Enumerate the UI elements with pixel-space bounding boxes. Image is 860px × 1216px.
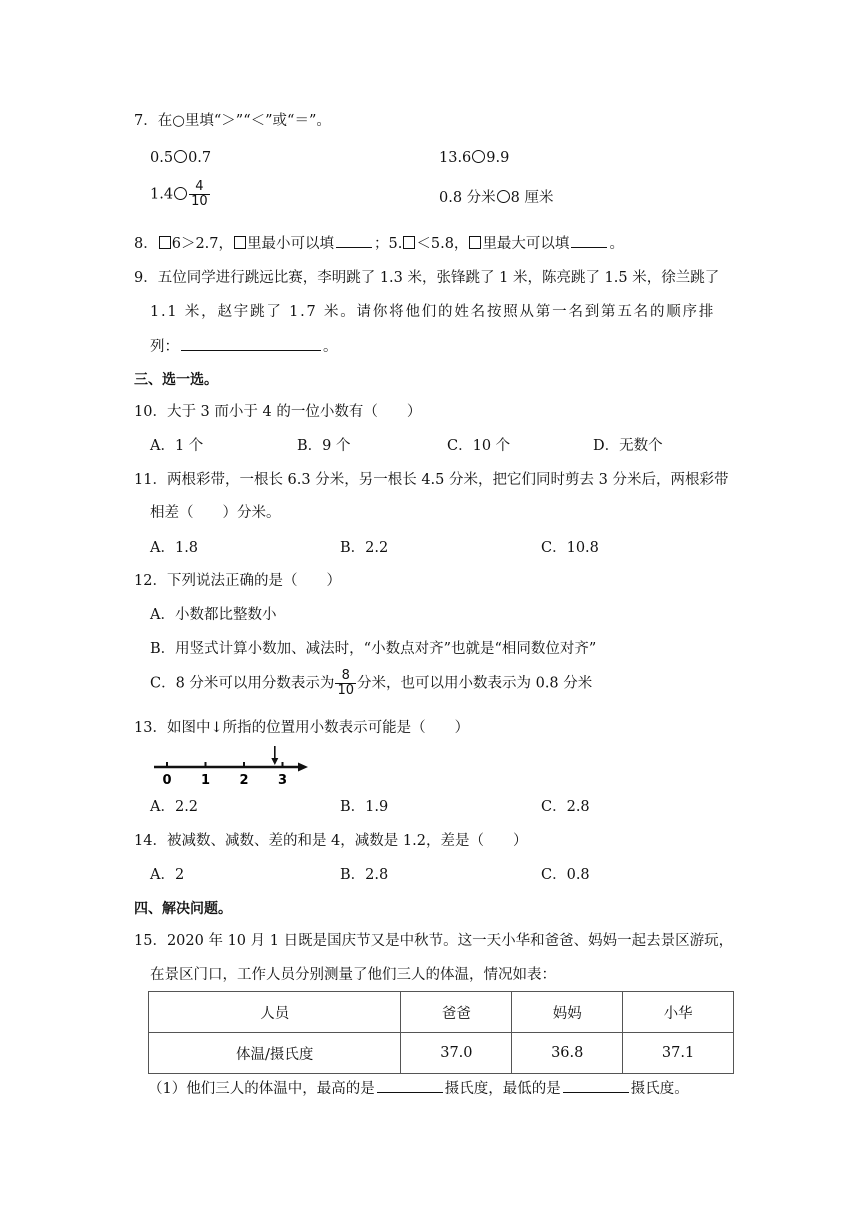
- q14-option-c[interactable]: C．0.8: [541, 867, 590, 883]
- q8-part1: 6＞2.7，: [171, 236, 234, 252]
- q12-option-b[interactable]: B．用竖式计算小数加、减法时，“小数点对齐”也就是“相同数位对齐”: [150, 641, 597, 657]
- q15-sub1-b: 摄氏度，最低的是: [444, 1081, 561, 1097]
- q10-option-b[interactable]: B．9 个: [297, 438, 351, 454]
- compare-circle-icon[interactable]: [497, 190, 510, 203]
- table-row: [149, 1033, 734, 1074]
- q9-line2: 1.1 米，赵宇跳了 1.7 米。请你将他们的姓名按照从第一名到第五名的顺序排: [150, 304, 716, 320]
- q7-a-left: 0.5: [150, 150, 174, 166]
- q15-sub1-a: （1）他们三人的体温中，最高的是: [148, 1081, 375, 1097]
- q15-sub1-c: 摄氏度。: [630, 1081, 689, 1097]
- q7-c-fraction: [189, 180, 210, 209]
- q7-b-right: 9.9: [486, 150, 510, 166]
- q7-item-c: [150, 180, 211, 209]
- q10-option-d[interactable]: D．无数个: [593, 438, 663, 454]
- compare-circle-icon[interactable]: [174, 150, 187, 163]
- q8-part6: 。: [609, 236, 624, 252]
- q14-option-b[interactable]: B．2.8: [340, 867, 389, 883]
- axis-tick-label: 3: [277, 773, 288, 788]
- table-header-cell: 爸爸: [401, 992, 512, 1033]
- q13-stem: 13．如图中↓所指的位置用小数表示可能是（ ）: [134, 720, 470, 736]
- digit-box-icon: [403, 236, 415, 249]
- q11-line2: 相差（ ）分米。: [150, 505, 281, 521]
- table-cell: 37.1: [623, 1033, 734, 1074]
- compare-circle-icon[interactable]: [472, 150, 485, 163]
- compare-circle-icon[interactable]: [174, 187, 187, 200]
- q15-line2: 在景区门口，工作人员分别测量了他们三人的体温，情况如表：: [150, 967, 556, 983]
- answer-blank[interactable]: [181, 336, 321, 351]
- q11-option-c[interactable]: C．10.8: [541, 540, 599, 556]
- table-cell: 体温/摄氏度: [149, 1033, 401, 1074]
- q14-stem: 14．被减数、减数、差的和是 4，减数是 1.2，差是（ ）: [134, 833, 528, 849]
- q7-d-right: 8 厘米: [510, 190, 554, 206]
- q13-option-b[interactable]: B．1.9: [340, 799, 389, 815]
- axis-arrowhead-icon: [298, 763, 308, 772]
- fraction-numerator: 8: [341, 668, 350, 683]
- q13-option-c[interactable]: C．2.8: [541, 799, 590, 815]
- q12-option-c-text-b: 分米，也可以用小数表示为 0.8 分米: [356, 675, 593, 692]
- fraction-denominator: 10: [191, 194, 208, 209]
- q8-part5: 里最大可以填: [482, 236, 570, 252]
- q11-line1: 11．两根彩带，一根长 6.3 分米，另一根长 4.5 分米，把它们同时剪去 3 分米后，两根彩带: [134, 472, 729, 488]
- q7-d-left: 0.8 分米: [439, 190, 496, 206]
- section-heading-4: 四、解决问题。: [134, 901, 232, 917]
- q8-part3: ；5.: [374, 236, 403, 252]
- q8-part2: 里最小可以填: [247, 236, 335, 252]
- answer-blank[interactable]: [336, 233, 372, 248]
- q12-option-a[interactable]: A．小数都比整数小: [150, 607, 277, 623]
- answer-blank[interactable]: [563, 1078, 629, 1093]
- table-cell: 36.8: [512, 1033, 623, 1074]
- q7-item-a: [150, 148, 211, 168]
- q10-stem: 10．大于 3 而小于 4 的一位小数有（ ）: [134, 404, 422, 420]
- q7-a-right: 0.7: [188, 150, 212, 166]
- q7-item-b: [439, 148, 509, 168]
- q9-line3-b: 。: [323, 339, 338, 355]
- fraction-denominator: 10: [337, 683, 354, 698]
- table-header-cell: 小华: [623, 992, 734, 1033]
- temperature-table: [148, 991, 734, 1074]
- axis-tick-label: 2: [239, 773, 249, 788]
- q10-option-a[interactable]: A．1 个: [150, 438, 204, 454]
- answer-blank[interactable]: [377, 1078, 443, 1093]
- table-header-cell: 妈妈: [512, 992, 623, 1033]
- number-line: [150, 744, 315, 790]
- q15-line1: 15．2020 年 10 月 1 日既是国庆节又是中秋节。这一天小华和爸爸、妈妈一起去景区游玩，: [134, 933, 734, 949]
- q12-fraction: [335, 669, 356, 698]
- q8-part4: ＜5.8，: [416, 236, 469, 252]
- q9-line3-a: 列：: [150, 339, 179, 355]
- fraction-numerator: 4: [195, 179, 204, 194]
- q9-line1: 9．五位同学进行跳远比赛，李明跳了 1.3 米，张锋跳了 1 米，陈亮跳了 1.5 米，徐兰跳了: [134, 270, 720, 286]
- q14-option-a[interactable]: A．2: [150, 867, 185, 883]
- q7-b-left: 13.6: [439, 150, 472, 166]
- axis-tick-label: 1: [200, 773, 211, 788]
- digit-box-icon: [234, 236, 246, 249]
- q11-option-a[interactable]: A．1.8: [150, 540, 199, 556]
- digit-box-icon: [469, 236, 481, 249]
- digit-box-icon: [159, 236, 171, 249]
- q7-c-left: 1.4: [150, 186, 174, 203]
- q12-option-c-text-a: C．8 分米可以用分数表示为: [150, 675, 335, 692]
- q8-line: 8． 6＞2.7， 里最小可以填 ；5. ＜5.8， 里最大可以填 。: [134, 233, 624, 254]
- table-cell: 37.0: [401, 1033, 512, 1074]
- q13-option-a[interactable]: A．2.2: [150, 799, 199, 815]
- q7-stem: 7．在○里填“＞”“＜”或“＝”。: [134, 113, 331, 129]
- q9-line3: [150, 336, 338, 357]
- q7-item-d: [439, 188, 554, 208]
- q15-sub1: [148, 1078, 689, 1099]
- down-arrow-icon: [271, 746, 278, 765]
- q12-stem: 12．下列说法正确的是（ ）: [134, 573, 341, 589]
- answer-blank[interactable]: [571, 233, 607, 248]
- section-heading-3: 三、选一选。: [134, 372, 218, 388]
- q10-option-c[interactable]: C．10 个: [447, 438, 511, 454]
- table-row: [149, 992, 734, 1033]
- table-header-cell: 人员: [149, 992, 401, 1033]
- axis-tick-label: 0: [162, 773, 172, 788]
- q11-option-b[interactable]: B．2.2: [340, 540, 389, 556]
- q12-option-c[interactable]: [150, 669, 592, 698]
